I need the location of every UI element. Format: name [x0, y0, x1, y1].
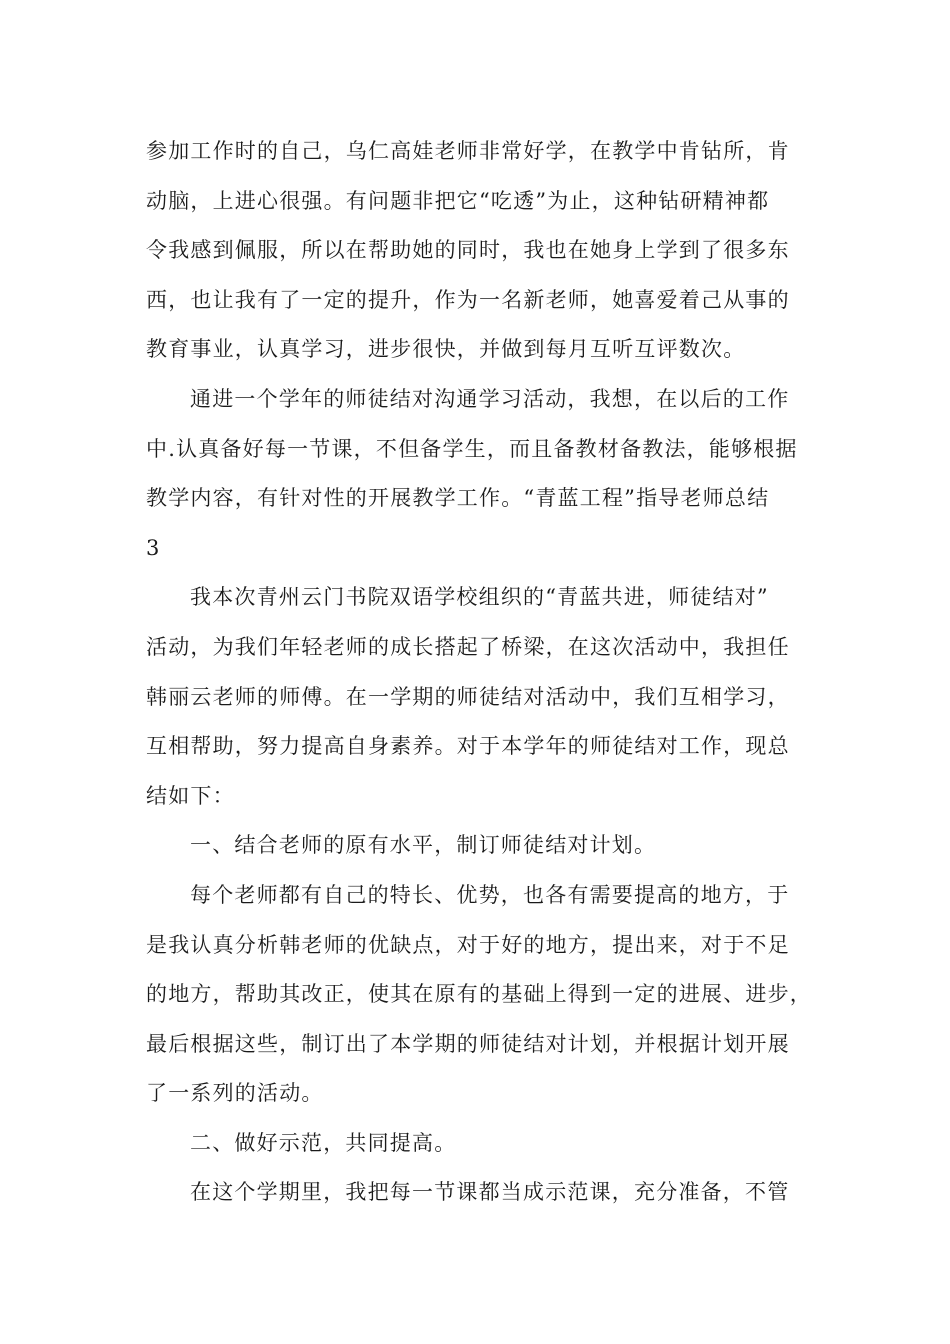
text-line: 令我感到佩服，所以在帮助她的同时，我也在她身上学到了很多东: [146, 238, 790, 263]
paragraph-start-line: 我本次青州云门书院双语学校组织的“青蓝共进，师徒结对”: [190, 585, 769, 610]
paragraph-start-line: 通进一个学年的师徒结对沟通学习活动，我想，在以后的工作: [190, 386, 790, 411]
text-line: 教学内容，有针对性的开展教学工作。“青蓝工程”指导老师总结: [146, 486, 770, 511]
text-line: 教育事业，认真学习，进步很快，并做到每月互听互评数次。: [146, 337, 746, 362]
text-line: 3: [146, 535, 161, 560]
text-line: 西，也让我有了一定的提升，作为一名新老师，她喜爱着己从事的: [146, 287, 790, 312]
document-body: [146, 127, 811, 1218]
text-line: 韩丽云老师的师傅。在一学期的师徒结对活动中，我们互相学习，: [146, 684, 790, 709]
paragraph-start-line: 在这个学期里，我把每一节课都当成示范课，充分准备，不管: [190, 1180, 790, 1205]
text-line: 最后根据这些，制订出了本学期的师徒结对计划，并根据计划开展: [146, 1031, 790, 1056]
text-line: 互相帮助，努力提高自身素养。对于本学年的师徒结对工作，现总: [146, 734, 790, 759]
section-heading: 一、结合老师的原有水平，制订师徒结对计划。: [190, 833, 657, 858]
text-line: 结如下：: [146, 783, 235, 808]
text-line: 是我认真分析韩老师的优缺点，对于好的地方，提出来，对于不足: [146, 932, 790, 957]
text-line: 参加工作时的自己，乌仁高娃老师非常好学，在教学中肯钻所，肯: [146, 139, 790, 163]
text-line: 了一系列的活动。: [146, 1081, 324, 1106]
text-line: 动脑，上进心很强。有问题非把它“吃透”为止，这种钻研精神都: [146, 188, 770, 213]
section-heading: 二、做好示范，共同提高。: [190, 1130, 457, 1155]
text-line: 的地方，帮助其改正，使其在原有的基础上得到一定的进展、进步，: [146, 982, 812, 1007]
text-line: 中.认真备好每一节课，不但备学生，而且备教材备教法，能够根据: [146, 436, 798, 461]
text-line: 活动，为我们年轻老师的成长搭起了桥梁，在这次活动中，我担任: [146, 634, 790, 659]
paragraph-start-line: 每个老师都有自己的特长、优势，也各有需要提高的地方，于: [190, 882, 790, 907]
